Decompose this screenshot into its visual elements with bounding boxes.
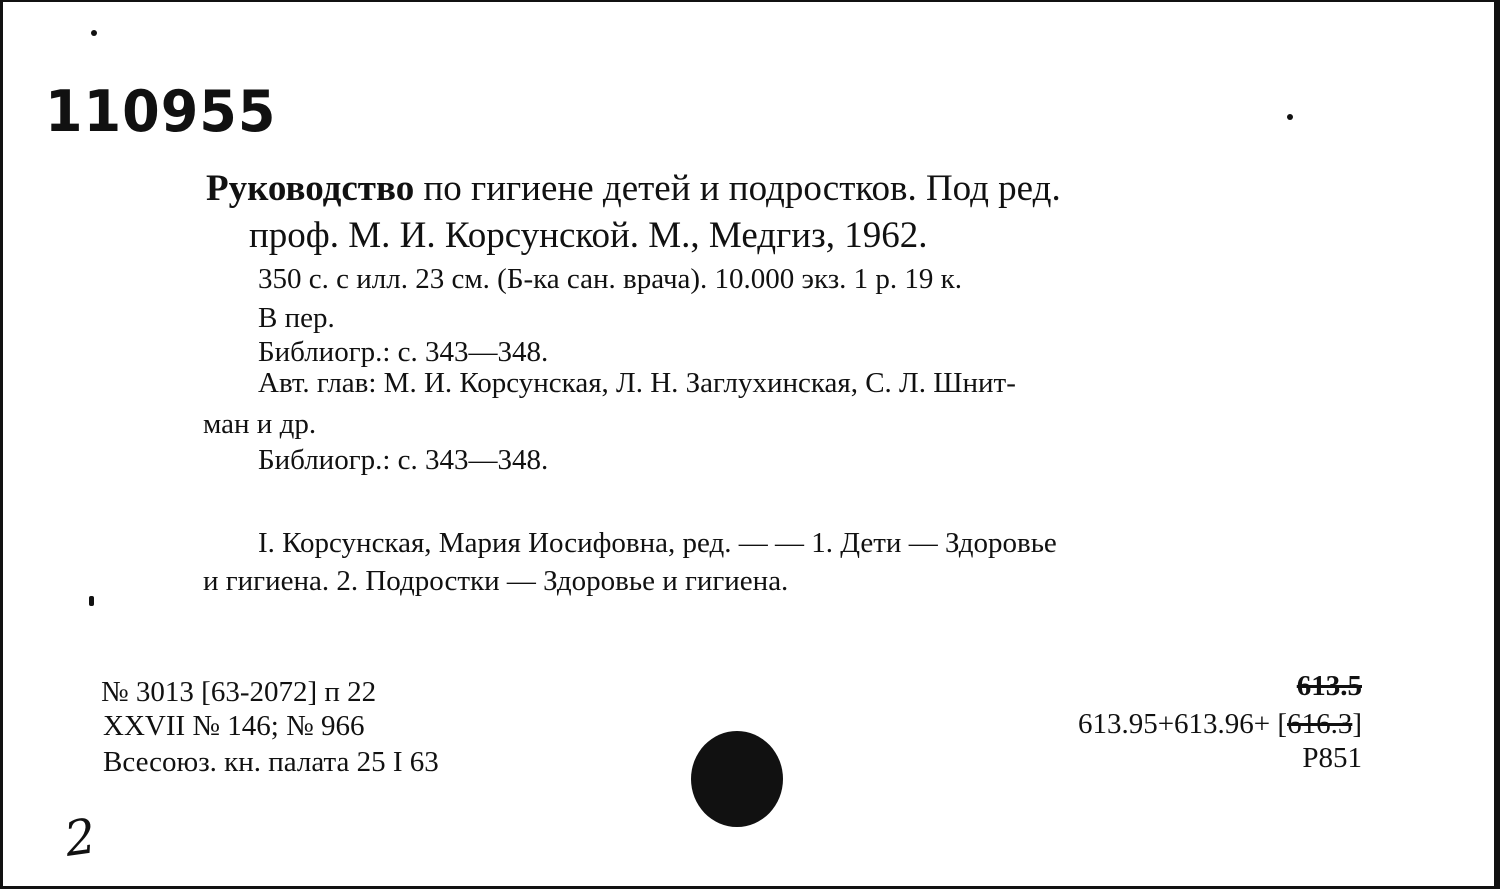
ink-speck: [91, 30, 97, 36]
title-rest: по гигиене детей и подростков. Под ред.: [423, 168, 1061, 209]
registry-line: № 3013 [63-2072] п 22: [101, 676, 377, 708]
class-suffix: ]: [1352, 708, 1362, 740]
registry-line: Всесоюз. кн. палата 25 I 63: [103, 746, 439, 778]
description-line: Библиогр.: с. 343—348.: [258, 336, 549, 368]
title-line-2: проф. М. И. Корсунской. М., Медгиз, 1962.: [249, 215, 928, 256]
description-line: В пер.: [258, 302, 335, 334]
classification-crossed: [1297, 670, 1362, 703]
description-line: 350 с. с илл. 23 см. (Б-ка сан. врача). 10.000 экз. 1 р. 19 к.: [258, 263, 963, 295]
handwritten-mark: 2: [61, 808, 100, 868]
class-prefix: 613.95+613.96+ [: [1077, 708, 1288, 740]
title-main-word: Руководство: [206, 168, 415, 209]
crossed-class-number: 613.5: [1296, 670, 1362, 702]
subject-line: I. Корсунская, Мария Иосифовна, ред. — — 1. Дети — Здоровье: [258, 527, 1057, 559]
punch-hole: [691, 731, 783, 827]
registry-line: XXVII № 146; № 966: [103, 710, 365, 742]
description-line: Авт. глав: М. И. Корсунская, Л. Н. Заглухинская, С. Л. Шнит-: [258, 367, 1016, 399]
classification-line: [1078, 708, 1362, 741]
subject-line: и гигиена. 2. Подростки — Здоровье и гигиена.: [203, 565, 789, 597]
title-line-1: [206, 167, 1061, 210]
classification-code: Р851: [1302, 742, 1362, 774]
ink-speck: [1287, 114, 1293, 120]
crossed-class-number: 616.3: [1287, 708, 1353, 740]
description-line: ман и др.: [203, 408, 317, 440]
call-number: 110955: [45, 78, 277, 145]
ink-speck: [89, 596, 94, 606]
description-line: Библиогр.: с. 343—348.: [258, 444, 549, 476]
